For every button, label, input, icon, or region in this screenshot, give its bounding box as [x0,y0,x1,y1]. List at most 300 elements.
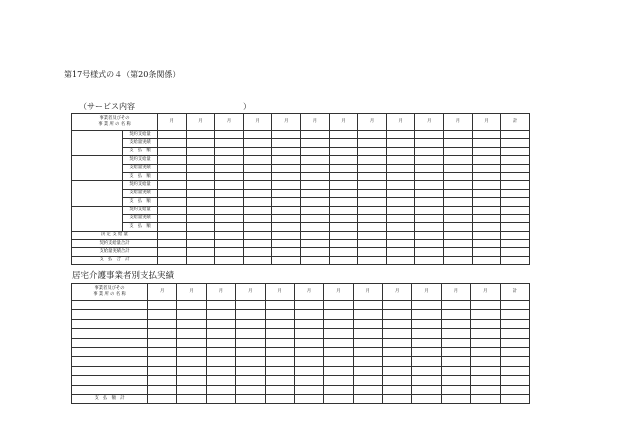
table-row [72,147,530,155]
table-cell [265,310,294,319]
table-cell [358,206,387,214]
column-header-month: 月 [386,114,415,131]
table-cell [324,366,353,375]
table-cell [472,164,501,172]
table-cell [177,385,206,394]
table-cell [329,214,358,222]
column-header-month: 月 [358,114,387,131]
column-header-month: 月 [441,284,470,301]
table-cell [177,338,206,347]
table-cell [329,231,358,239]
table-cell [206,394,235,403]
table-cell [243,172,272,180]
service-content-label: （サービス内容 [79,102,135,111]
table-cell [177,357,206,366]
table-row [72,329,530,338]
table-cell [265,338,294,347]
table-cell [148,357,177,366]
table-cell [415,156,444,164]
table-cell [236,366,265,375]
table-cell [353,338,382,347]
table-cell [186,139,215,147]
table-cell [441,301,470,310]
column-header-month: 月 [301,114,330,131]
table-row [72,198,530,206]
table-cell [358,231,387,239]
column-header-month: 月 [158,114,187,131]
table-cell [500,357,530,366]
table-cell [272,189,301,197]
table-cell [243,223,272,231]
table-cell [272,131,301,139]
table-cell [412,310,441,319]
table-cell [301,240,330,248]
table-cell [186,156,215,164]
table-cell [358,240,387,248]
table-cell [324,301,353,310]
table-cell [383,366,412,375]
table-cell [353,319,382,328]
table-row [72,376,530,385]
table-cell [177,319,206,328]
table-cell [324,376,353,385]
column-header-total: 計 [500,284,530,301]
table-cell [294,394,323,403]
table-cell [294,310,323,319]
table-cell [329,189,358,197]
column-header-provider-line: 事 業 所 の 名 称 [93,292,126,297]
table-cell [158,156,187,164]
table-cell [412,338,441,347]
table-cell [148,385,177,394]
row-label: 支 払 額 [123,198,158,206]
table-cell [415,206,444,214]
table-cell [272,248,301,256]
table-cell [383,394,412,403]
table-cell [472,248,501,256]
table-cell [471,357,500,366]
column-header-month: 月 [329,114,358,131]
table-cell [441,376,470,385]
table-cell [243,147,272,155]
table-cell [415,198,444,206]
table-cell [215,248,244,256]
table-cell [353,385,382,394]
table-cell [441,347,470,356]
table-cell [441,319,470,328]
table-cell [158,172,187,180]
table-cell [444,164,473,172]
table-cell [412,319,441,328]
table-cell [236,347,265,356]
form-title: 第17号様式の４（第20条関係） [64,70,181,79]
summary-row-label: 支給量実績合計 [72,248,158,256]
table-cell [386,172,415,180]
table-cell [386,256,415,264]
table-cell [329,223,358,231]
table-cell [358,131,387,139]
table-cell [415,248,444,256]
table-cell [386,198,415,206]
column-header-month: 月 [272,114,301,131]
table-cell [472,147,501,155]
table-row [72,310,530,319]
row-label: 支 払 額 [123,172,158,180]
table-row [72,338,530,347]
row-label: 支給量実績 [123,189,158,197]
table-cell [386,181,415,189]
table-cell [301,172,330,180]
table-cell [158,139,187,147]
table-cell [236,376,265,385]
column-header-provider-line: 事業者及びその [99,115,130,121]
table-cell [329,198,358,206]
summary-row [72,240,530,248]
table-cell [215,240,244,248]
table-cell [472,189,501,197]
table-cell [501,206,530,214]
table-cell [243,164,272,172]
table-cell [243,256,272,264]
table-cell [301,198,330,206]
table-cell [501,164,530,172]
table-cell [444,248,473,256]
column-header-month: 月 [206,284,235,301]
table-row [72,189,530,197]
table-cell [177,394,206,403]
table-cell [272,181,301,189]
table-cell [243,231,272,239]
table-cell [386,164,415,172]
table-cell [158,231,187,239]
table-cell [215,206,244,214]
table-cell [272,223,301,231]
table-cell [301,139,330,147]
table-cell [412,366,441,375]
table-cell [243,189,272,197]
table-cell [501,198,530,206]
row-label: 支給量実績 [123,164,158,172]
table-cell [158,147,187,155]
table-cell [148,366,177,375]
table-cell [501,172,530,180]
table-cell [272,198,301,206]
table-cell [500,366,530,375]
table-cell [500,329,530,338]
table-cell [206,338,235,347]
table-cell [148,347,177,356]
column-header-month: 月 [471,284,500,301]
provider-name-cell [72,206,123,231]
column-header-month: 月 [415,114,444,131]
column-header-month: 月 [236,284,265,301]
table-cell [243,240,272,248]
table-cell [358,198,387,206]
table-cell [386,206,415,214]
table-cell [501,131,530,139]
table-cell [272,256,301,264]
table-cell [415,214,444,222]
provider-payment-table [71,283,530,404]
table-cell [444,131,473,139]
table-cell [383,338,412,347]
table-cell [353,394,382,403]
column-header-month: 月 [324,284,353,301]
table-cell [329,248,358,256]
table-cell [243,156,272,164]
table-cell [294,357,323,366]
table-cell [206,357,235,366]
table-cell [177,310,206,319]
table-cell [186,131,215,139]
table-cell [294,329,323,338]
table-cell [243,139,272,147]
column-header-month: 月 [444,114,473,131]
table-cell [206,329,235,338]
table-cell [206,366,235,375]
table-cell [358,181,387,189]
table-cell [265,385,294,394]
table-cell [272,147,301,155]
table-cell [471,319,500,328]
table-cell [215,139,244,147]
table-cell [148,301,177,310]
table-cell [383,310,412,319]
table-cell [294,319,323,328]
table-cell [441,329,470,338]
table-cell [186,164,215,172]
table-cell [415,139,444,147]
table-cell [471,385,500,394]
table-cell [243,206,272,214]
row-label: 支給量実績 [123,214,158,222]
table-row [72,164,530,172]
table-cell [383,319,412,328]
table-cell [500,319,530,328]
table-cell [301,223,330,231]
table-cell [243,214,272,222]
table-cell [215,172,244,180]
table-cell [206,310,235,319]
table-cell [158,131,187,139]
table-cell [415,240,444,248]
table-cell [383,347,412,356]
table-cell [301,248,330,256]
table-cell [301,164,330,172]
table-cell [471,394,500,403]
table-cell [472,206,501,214]
table-cell [206,301,235,310]
service-content-close: ） [243,102,251,111]
row-label: 支給量実績 [123,139,158,147]
table-cell [243,181,272,189]
table-cell [501,231,530,239]
table-cell [72,376,148,385]
table-cell [383,329,412,338]
table-cell [301,156,330,164]
footer-row [72,394,530,403]
table-cell [412,376,441,385]
table-cell [386,189,415,197]
table-cell [412,385,441,394]
table-cell [444,139,473,147]
table-cell [265,376,294,385]
table-cell [236,338,265,347]
table-cell [501,156,530,164]
table-cell [294,385,323,394]
table-cell [386,231,415,239]
table-cell [383,301,412,310]
table-cell [358,172,387,180]
table-cell [301,181,330,189]
table-cell [243,198,272,206]
table-cell [148,319,177,328]
table-cell [412,394,441,403]
table-cell [441,357,470,366]
table-cell [353,329,382,338]
table-cell [294,347,323,356]
table-cell [236,394,265,403]
table-cell [324,385,353,394]
table-cell [329,139,358,147]
table-cell [301,131,330,139]
table-cell [386,156,415,164]
table-cell [243,248,272,256]
table-cell [501,139,530,147]
table-cell [186,181,215,189]
table-cell [500,301,530,310]
table-cell [177,347,206,356]
table-cell [353,310,382,319]
table-cell [441,394,470,403]
column-header-month: 月 [243,114,272,131]
table-cell [471,310,500,319]
table-cell [383,385,412,394]
table-cell [358,164,387,172]
column-header-provider-line: 事 業 所 の 名 称 [98,122,131,127]
table-cell [386,147,415,155]
table-cell [353,347,382,356]
table-cell [265,347,294,356]
table-cell [415,256,444,264]
table-cell [72,347,148,356]
table-cell [500,385,530,394]
table-cell [415,231,444,239]
table-row [72,214,530,222]
table-cell [415,172,444,180]
table-cell [415,223,444,231]
column-header-month: 月 [148,284,177,301]
table-cell [501,147,530,155]
table-cell [353,301,382,310]
table-cell [158,248,187,256]
table-header-row [72,114,530,131]
table-header-row [72,284,530,301]
summary-row [72,256,530,264]
table-cell [415,181,444,189]
table-cell [148,376,177,385]
table-cell [472,240,501,248]
table-cell [72,385,148,394]
provider-name-cell [72,131,123,156]
table-cell [329,256,358,264]
table-cell [444,156,473,164]
table-cell [444,172,473,180]
table-cell [415,189,444,197]
table-cell [472,256,501,264]
table-cell [412,301,441,310]
column-header-month: 月 [177,284,206,301]
section-title: 居宅介護事業者別支払実績 [72,271,175,281]
table-cell [72,301,148,310]
table-cell [415,164,444,172]
table-cell [386,214,415,222]
table-cell [500,310,530,319]
column-header-month: 月 [265,284,294,301]
table-cell [148,310,177,319]
table-cell [148,338,177,347]
footer-row-label: 支 払 額 計 [72,394,148,403]
row-label: 支 払 額 [123,223,158,231]
table-row [72,301,530,310]
summary-row-label: 決 定 支 給 量 [72,231,158,239]
column-header-month: 月 [472,114,501,131]
table-cell [301,231,330,239]
table-cell [301,206,330,214]
table-cell [444,181,473,189]
table-cell [500,347,530,356]
table-cell [472,231,501,239]
table-cell [471,347,500,356]
table-cell [444,147,473,155]
table-cell [186,240,215,248]
table-cell [158,189,187,197]
table-cell [301,189,330,197]
table-cell [186,189,215,197]
table-cell [500,394,530,403]
column-header-month: 月 [412,284,441,301]
table-cell [386,139,415,147]
table-cell [501,248,530,256]
table-cell [472,223,501,231]
table-cell [358,214,387,222]
table-cell [358,248,387,256]
table-cell [215,231,244,239]
table-cell [471,338,500,347]
table-cell [186,223,215,231]
table-cell [265,319,294,328]
summary-row [72,248,530,256]
provider-name-cell [72,181,123,206]
table-cell [236,319,265,328]
table-cell [324,347,353,356]
table-cell [206,319,235,328]
table-cell [329,131,358,139]
table-cell [215,156,244,164]
table-cell [444,240,473,248]
table-cell [215,131,244,139]
table-cell [177,376,206,385]
row-label: 契約支給量 [123,206,158,214]
column-header-month: 月 [186,114,215,131]
table-cell [386,223,415,231]
table-cell [236,357,265,366]
table-cell [358,223,387,231]
table-cell [329,181,358,189]
table-cell [386,248,415,256]
table-cell [324,338,353,347]
row-label: 支 払 額 [123,147,158,155]
